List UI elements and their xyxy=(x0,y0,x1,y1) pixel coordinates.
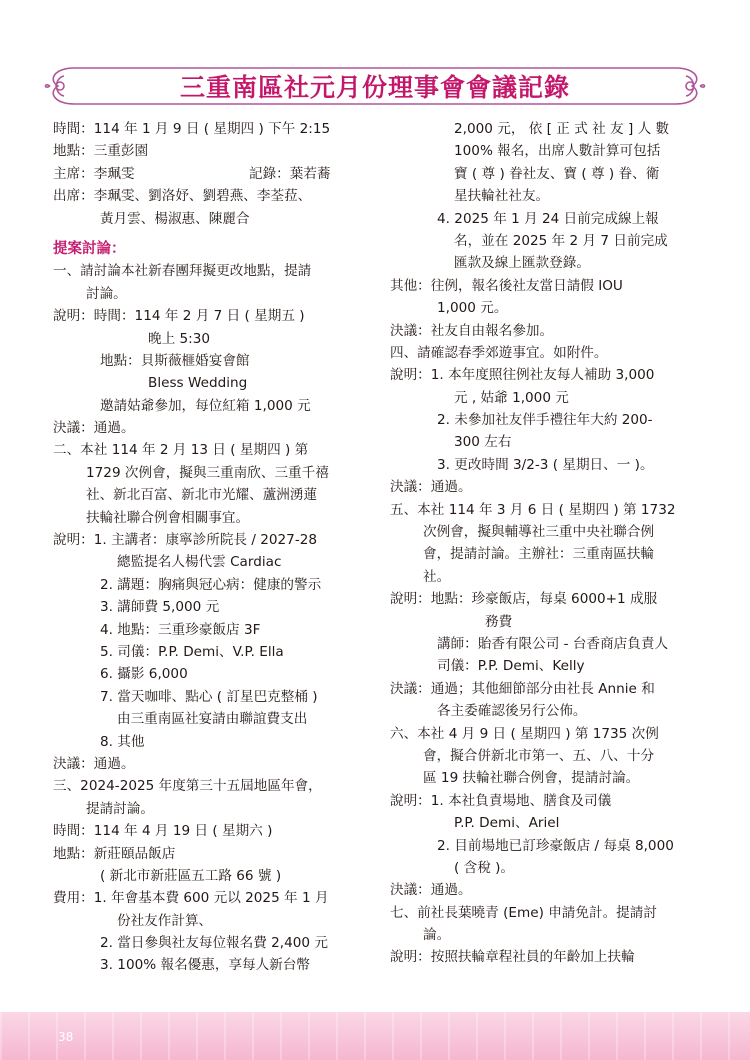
item-5-title-cont: 社。 xyxy=(423,568,451,585)
item-2-desc-line: 7. 當天咖啡、點心 ( 訂星巴克整桶 ) xyxy=(100,688,318,705)
right-column xyxy=(390,118,710,969)
item-1-desc-line: 地點：貝斯薇榧婚宴會館 xyxy=(100,352,250,369)
item-2-title-cont: 社、新北百富、新北市光耀、蘆洲湧蓮 xyxy=(86,487,318,504)
item-1-desc-line: Bless Wedding xyxy=(148,375,248,392)
item-5-resolution-cont: 各主委確認後另行公佈。 xyxy=(437,703,587,720)
meeting-place: 地點：三重彭園 xyxy=(53,143,149,160)
item-6-title: 六、本社 4 月 9 日 ( 星期四 ) 第 1735 次例 xyxy=(390,725,659,742)
item-4-title: 四、請確認春季郊遊事宜。如附件。 xyxy=(390,344,608,361)
item-3-place: 地點：新莊頤品飯店 xyxy=(53,845,176,862)
item-2-resolution: 決議：通過。 xyxy=(53,755,135,772)
page-number: 38 xyxy=(58,1030,74,1044)
item-3-time: 時間：114 年 4 月 19 日 ( 星期六 ) xyxy=(53,823,273,840)
item-4-desc-line: 2. 未參加社友伴手禮往年大約 200- xyxy=(437,412,653,429)
item-2-desc-line: 2. 講題：胸痛與冠心病：健康的警示 xyxy=(100,576,322,593)
item-3-fee-line: 份社友作計算、 xyxy=(117,912,213,929)
recorder: 記錄：葉若蕎 xyxy=(249,165,331,182)
item-3-fee-cont: 寶 ( 尊 ) 眷社友、寶 ( 尊 ) 眷、衛 xyxy=(454,165,660,182)
item-1-desc-line: 晚上 5:30 xyxy=(148,330,211,347)
item-5-resolution: 決議：通過；其他細節部分由社長 Annie 和 xyxy=(390,680,655,697)
item-7-title-cont: 論。 xyxy=(423,927,451,944)
item-2-desc-line: 4. 地點：三重珍豪飯店 3F xyxy=(100,621,261,638)
chairperson: 主席：李珮雯 xyxy=(53,165,135,182)
item-5-desc-line: 講師：貽香有限公司 - 台香商店負責人 xyxy=(437,635,669,652)
attendees: 出席：李珮雯、劉洛妤、劉碧燕、李荃菈、 xyxy=(53,188,312,205)
item-2-desc: 說明：1. 主講者：康寧診所院長 / 2027-28 xyxy=(53,532,318,549)
item-5-desc: 說明：地點：珍豪飯店，每桌 6000+1 成服 xyxy=(390,591,658,608)
item-6-desc-line: ( 含稅 )。 xyxy=(454,859,515,876)
item-3-fee-line: 2. 當日參與社友每位報名費 2,400 元 xyxy=(100,935,328,952)
item-2-desc-line: 6. 攝影 6,000 xyxy=(100,666,188,683)
meeting-time: 時間：114 年 1 月 9 日 ( 星期四 ) 下午 2:15 xyxy=(53,121,331,137)
section-heading: 提案討論： xyxy=(53,240,126,257)
item-2-desc-line: 5. 司儀：P.P. Demi、V.P. Ella xyxy=(100,643,284,660)
item-2-desc-line: 3. 講師費 5,000 元 xyxy=(100,599,220,616)
item-5-title-cont: 會，提請討論。主辦社：三重南區扶輪 xyxy=(423,546,655,563)
item-2-title-cont: 1729 次例會，擬與三重南欣、三重千禧 xyxy=(86,464,329,481)
item-4-desc-line: 元 , 姑爺 1,000 元 xyxy=(454,389,569,406)
page-title: 三重南區社元月份理事會會議記錄 xyxy=(179,73,570,102)
item-4-desc-line: 300 左右 xyxy=(454,434,512,451)
item-2-desc-line: 8. 其他 xyxy=(100,733,145,750)
item-1-resolution: 決議：通過。 xyxy=(53,420,135,437)
item-3-other-cont: 1,000 元。 xyxy=(437,300,508,317)
item-3-title-cont: 提請討論。 xyxy=(86,800,154,817)
item-4-desc: 說明：1. 本年度照往例社友每人補助 3,000 xyxy=(390,367,655,384)
item-6-resolution: 決議：通過。 xyxy=(390,882,472,899)
item-3-fee-cont: 2,000 元， 依 [ 正 式 社 友 ] 人 數 xyxy=(454,121,670,137)
item-6-desc-line: 2. 目前場地已訂珍豪飯店 / 每桌 8,000 xyxy=(437,837,674,854)
item-1-title-cont: 討論。 xyxy=(86,285,127,302)
item-5-desc-line: 務費 xyxy=(485,613,513,630)
item-5-title-cont: 次例會，擬與輔導社三重中央社聯合例 xyxy=(423,524,655,541)
item-2-desc-line: 由三重南區社宴請由聯誼費支出 xyxy=(117,711,308,728)
item-3-other: 其他：往例，報名後社友當日請假 IOU xyxy=(390,277,623,294)
item-5-title: 五、本社 114 年 3 月 6 日 ( 星期四 ) 第 1732 xyxy=(390,501,676,518)
item-3-fee-line: 4. 2025 年 1 月 24 日前完成線上報 xyxy=(437,210,659,227)
item-3-fee-cont: 100% 報名，出席人數計算可包括 xyxy=(454,143,661,160)
item-3-address: ( 新北市新莊區五工路 66 號 ) xyxy=(100,867,282,884)
item-2-title: 二、本社 114 年 2 月 13 日 ( 星期四 ) 第 xyxy=(53,442,309,459)
item-6-title-cont: 會，擬合併新北市第一、五、八、十分 xyxy=(423,747,655,764)
item-7-title: 七、前社長葉曉青 (Eme) 申請免計。提請討 xyxy=(390,904,657,921)
item-3-resolution: 決議：社友自由報名參加。 xyxy=(390,322,554,339)
footer-pattern xyxy=(0,1012,750,1060)
chair-recorder-line xyxy=(53,163,383,185)
item-1-title: 一、請討論本社新春團拜擬更改地點，提請 xyxy=(53,263,312,280)
item-1-desc-line: 邀請姑爺參加，每位紅箱 1,000 元 xyxy=(100,397,311,414)
left-column xyxy=(53,118,383,977)
item-3-fee-cont: 星扶輪社社友。 xyxy=(454,188,550,205)
item-6-desc-line: P.P. Demi、Ariel xyxy=(454,815,560,832)
item-3-fee-cont: 匯款及線上匯款登錄。 xyxy=(454,255,590,272)
title-banner xyxy=(40,58,710,114)
item-1-desc: 說明：時間：114 年 2 月 7 日 ( 星期五 ) xyxy=(53,308,305,325)
item-3-fee-cont: 名，並在 2025 年 2 月 7 日前完成 xyxy=(454,232,668,249)
item-2-title-cont: 扶輪社聯合例會相關事宜。 xyxy=(86,509,250,526)
item-2-desc-line: 總監提名人楊代雲 Cardiac xyxy=(117,554,282,571)
attendees-cont: 黃月雲、楊淑惠、陳麗合 xyxy=(100,210,250,227)
item-6-desc: 說明：1. 本社負責場地、膳食及司儀 xyxy=(390,792,612,809)
item-3-fee-line: 3. 100% 報名優惠，享每人新台幣 xyxy=(100,957,311,974)
item-3-title: 三、2024-2025 年度第三十五屆地區年會， xyxy=(53,778,322,795)
item-3-fee: 費用：1. 年會基本費 600 元以 2025 年 1 月 xyxy=(53,890,329,907)
footer-band xyxy=(0,1012,750,1060)
item-5-desc-line: 司儀：P.P. Demi、Kelly xyxy=(437,658,585,675)
item-4-desc-line: 3. 更改時間 3/2-3 ( 星期日、一 )。 xyxy=(437,456,654,473)
item-4-resolution: 決議：通過。 xyxy=(390,479,472,496)
item-6-title-cont: 區 19 扶輪社聯合例會，提請討論。 xyxy=(423,770,640,787)
item-7-desc: 說明：按照扶輪章程社員的年齡加上扶輪 xyxy=(390,949,635,966)
